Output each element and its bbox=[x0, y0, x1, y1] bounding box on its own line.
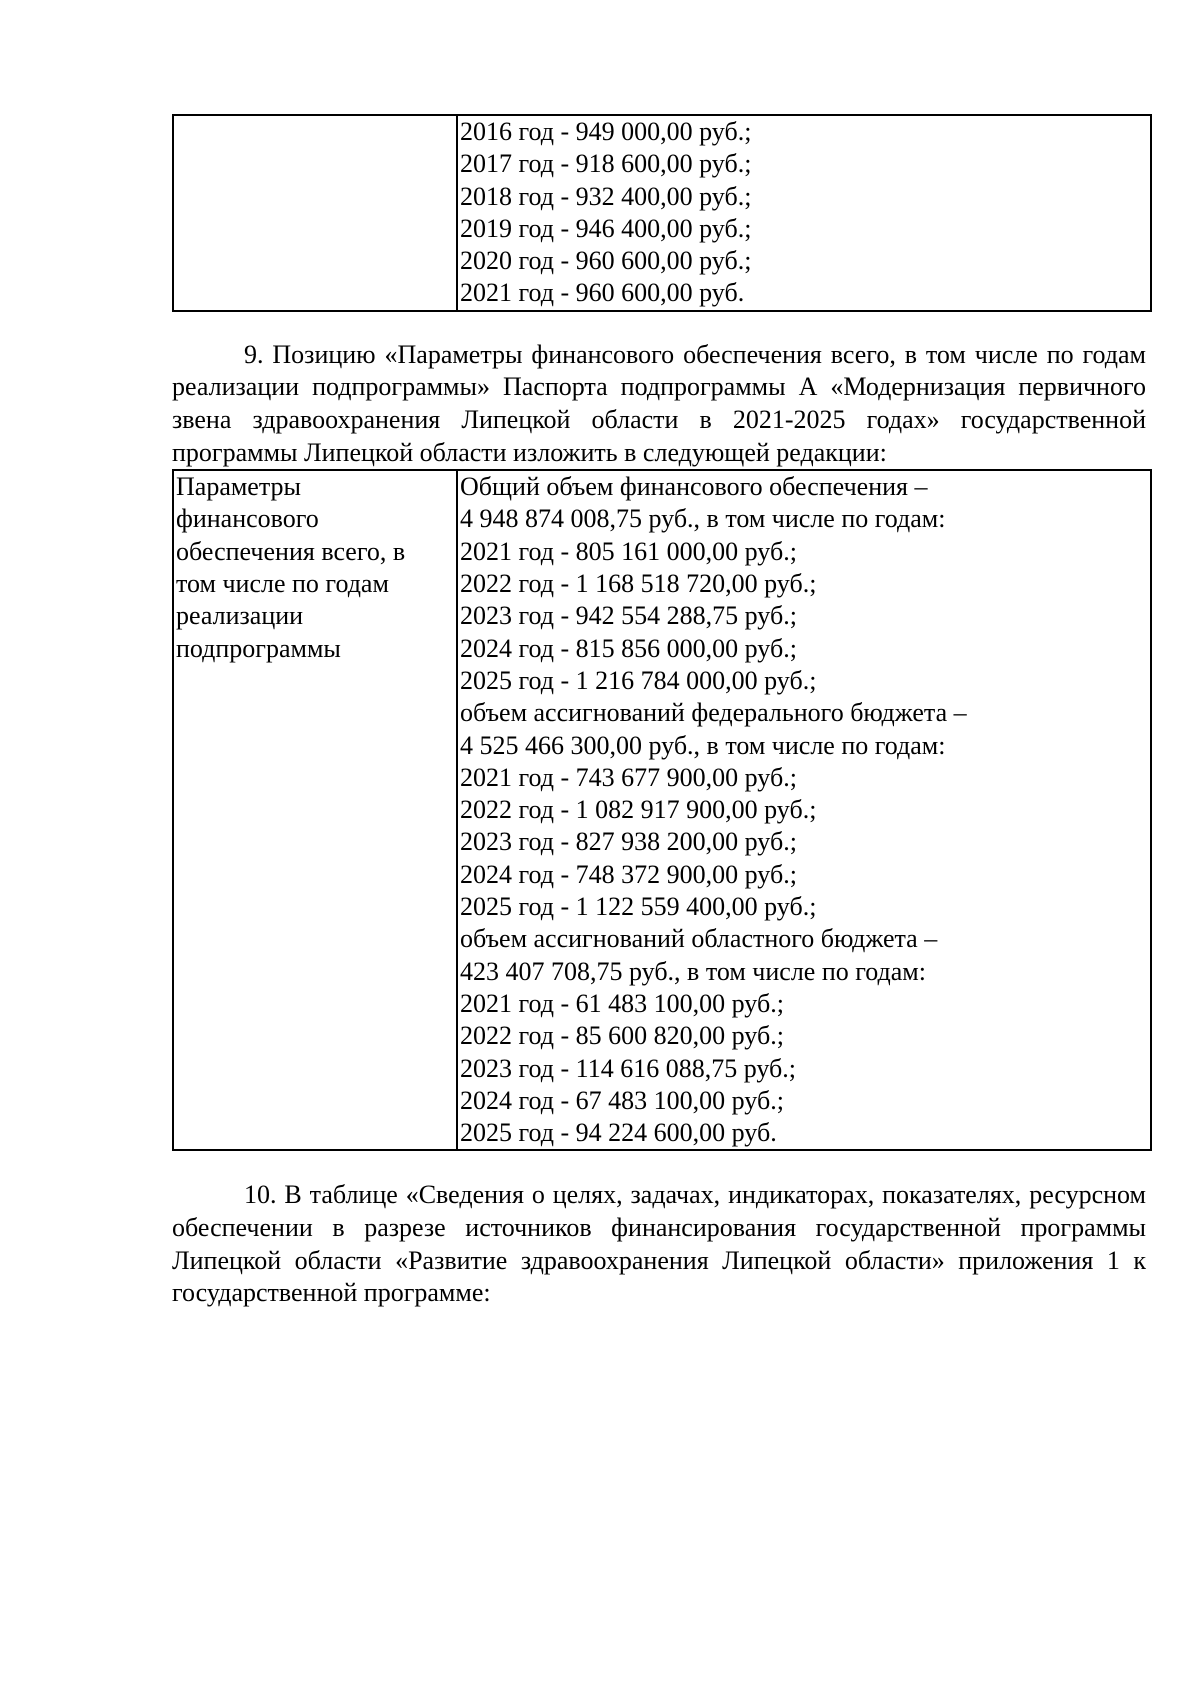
funding-line: 2021 год - 805 161 000,00 руб.; bbox=[460, 536, 797, 566]
label-line: Параметры bbox=[176, 472, 301, 502]
funding-line: 2022 год - 1 168 518 720,00 руб.; bbox=[460, 569, 817, 599]
paragraph-10: 10. В таблице «Сведения о целях, задачах, индикаторах, показателях, ресурсном обеспечении в разрезе источников финансирования государственной программы Липецкой области «Развитие здравоохранения Липецкой области» приложения 1 к государственной программе: bbox=[172, 1180, 1146, 1308]
table-cell-label bbox=[173, 115, 457, 311]
funding-line: 2025 год - 1 216 784 000,00 руб.; bbox=[460, 665, 817, 695]
funding-line: 4 525 466 300,00 руб., в том числе по годам: bbox=[460, 730, 946, 760]
funding-line: 2022 год - 85 600 820,00 руб.; bbox=[460, 1021, 784, 1051]
funding-line: Общий объем финансового обеспечения – bbox=[460, 472, 928, 502]
table-row bbox=[173, 470, 1151, 1150]
funding-line: 2016 год - 949 000,00 руб.; bbox=[460, 117, 752, 146]
funding-line: 2021 год - 61 483 100,00 руб.; bbox=[460, 988, 784, 1018]
funding-line: 2024 год - 748 372 900,00 руб.; bbox=[460, 859, 797, 889]
funding-line: 2025 год - 1 122 559 400,00 руб.; bbox=[460, 892, 817, 922]
funding-line: 2023 год - 114 616 088,75 руб.; bbox=[460, 1053, 796, 1083]
funding-line: 2024 год - 815 856 000,00 руб.; bbox=[460, 633, 797, 663]
funding-line: 2017 год - 918 600,00 руб.; bbox=[460, 149, 752, 179]
table-cell-values bbox=[457, 115, 1151, 311]
label-line: финансового bbox=[176, 504, 319, 534]
table-cell-label bbox=[173, 470, 457, 1150]
funding-line: 423 407 708,75 руб., в том числе по годам: bbox=[460, 956, 926, 986]
table-row bbox=[173, 115, 1151, 311]
funding-line: 2019 год - 946 400,00 руб.; bbox=[460, 213, 752, 243]
funding-table-continued bbox=[172, 114, 1152, 312]
funding-line: 2024 год - 67 483 100,00 руб.; bbox=[460, 1085, 784, 1115]
funding-line: 2025 год - 94 224 600,00 руб. bbox=[460, 1118, 777, 1148]
funding-line: 2023 год - 827 938 200,00 руб.; bbox=[460, 827, 797, 857]
funding-line: 4 948 874 008,75 руб., в том числе по годам: bbox=[460, 504, 946, 534]
funding-line: 2021 год - 960 600,00 руб. bbox=[460, 278, 745, 308]
funding-line: объем ассигнований федерального бюджета – bbox=[460, 698, 967, 728]
label-line: подпрограммы bbox=[176, 633, 341, 663]
label-line: том числе по годам bbox=[176, 569, 389, 599]
subprogram-funding-table bbox=[172, 469, 1152, 1151]
funding-line: 2022 год - 1 082 917 900,00 руб.; bbox=[460, 795, 817, 825]
table-cell-values bbox=[457, 470, 1151, 1150]
funding-line: объем ассигнований областного бюджета – bbox=[460, 924, 938, 954]
label-line: обеспечения всего, в bbox=[176, 536, 406, 566]
funding-line: 2021 год - 743 677 900,00 руб.; bbox=[460, 762, 797, 792]
funding-line: 2020 год - 960 600,00 руб.; bbox=[460, 246, 752, 276]
label-line: реализации bbox=[176, 601, 304, 631]
funding-line: 2023 год - 942 554 288,75 руб.; bbox=[460, 601, 797, 631]
funding-line: 2018 год - 932 400,00 руб.; bbox=[460, 181, 752, 211]
document-page bbox=[172, 114, 1146, 1310]
paragraph-9: 9. Позицию «Параметры финансового обеспечения всего, в том числе по годам реализации подпрограммы» Паспорта подпрограммы А «Модернизация первичного звена здравоохранения Липецкой области в 2021-2025 годах» государственной программы Липецкой области изложить в следующей редакции: bbox=[172, 339, 1146, 467]
